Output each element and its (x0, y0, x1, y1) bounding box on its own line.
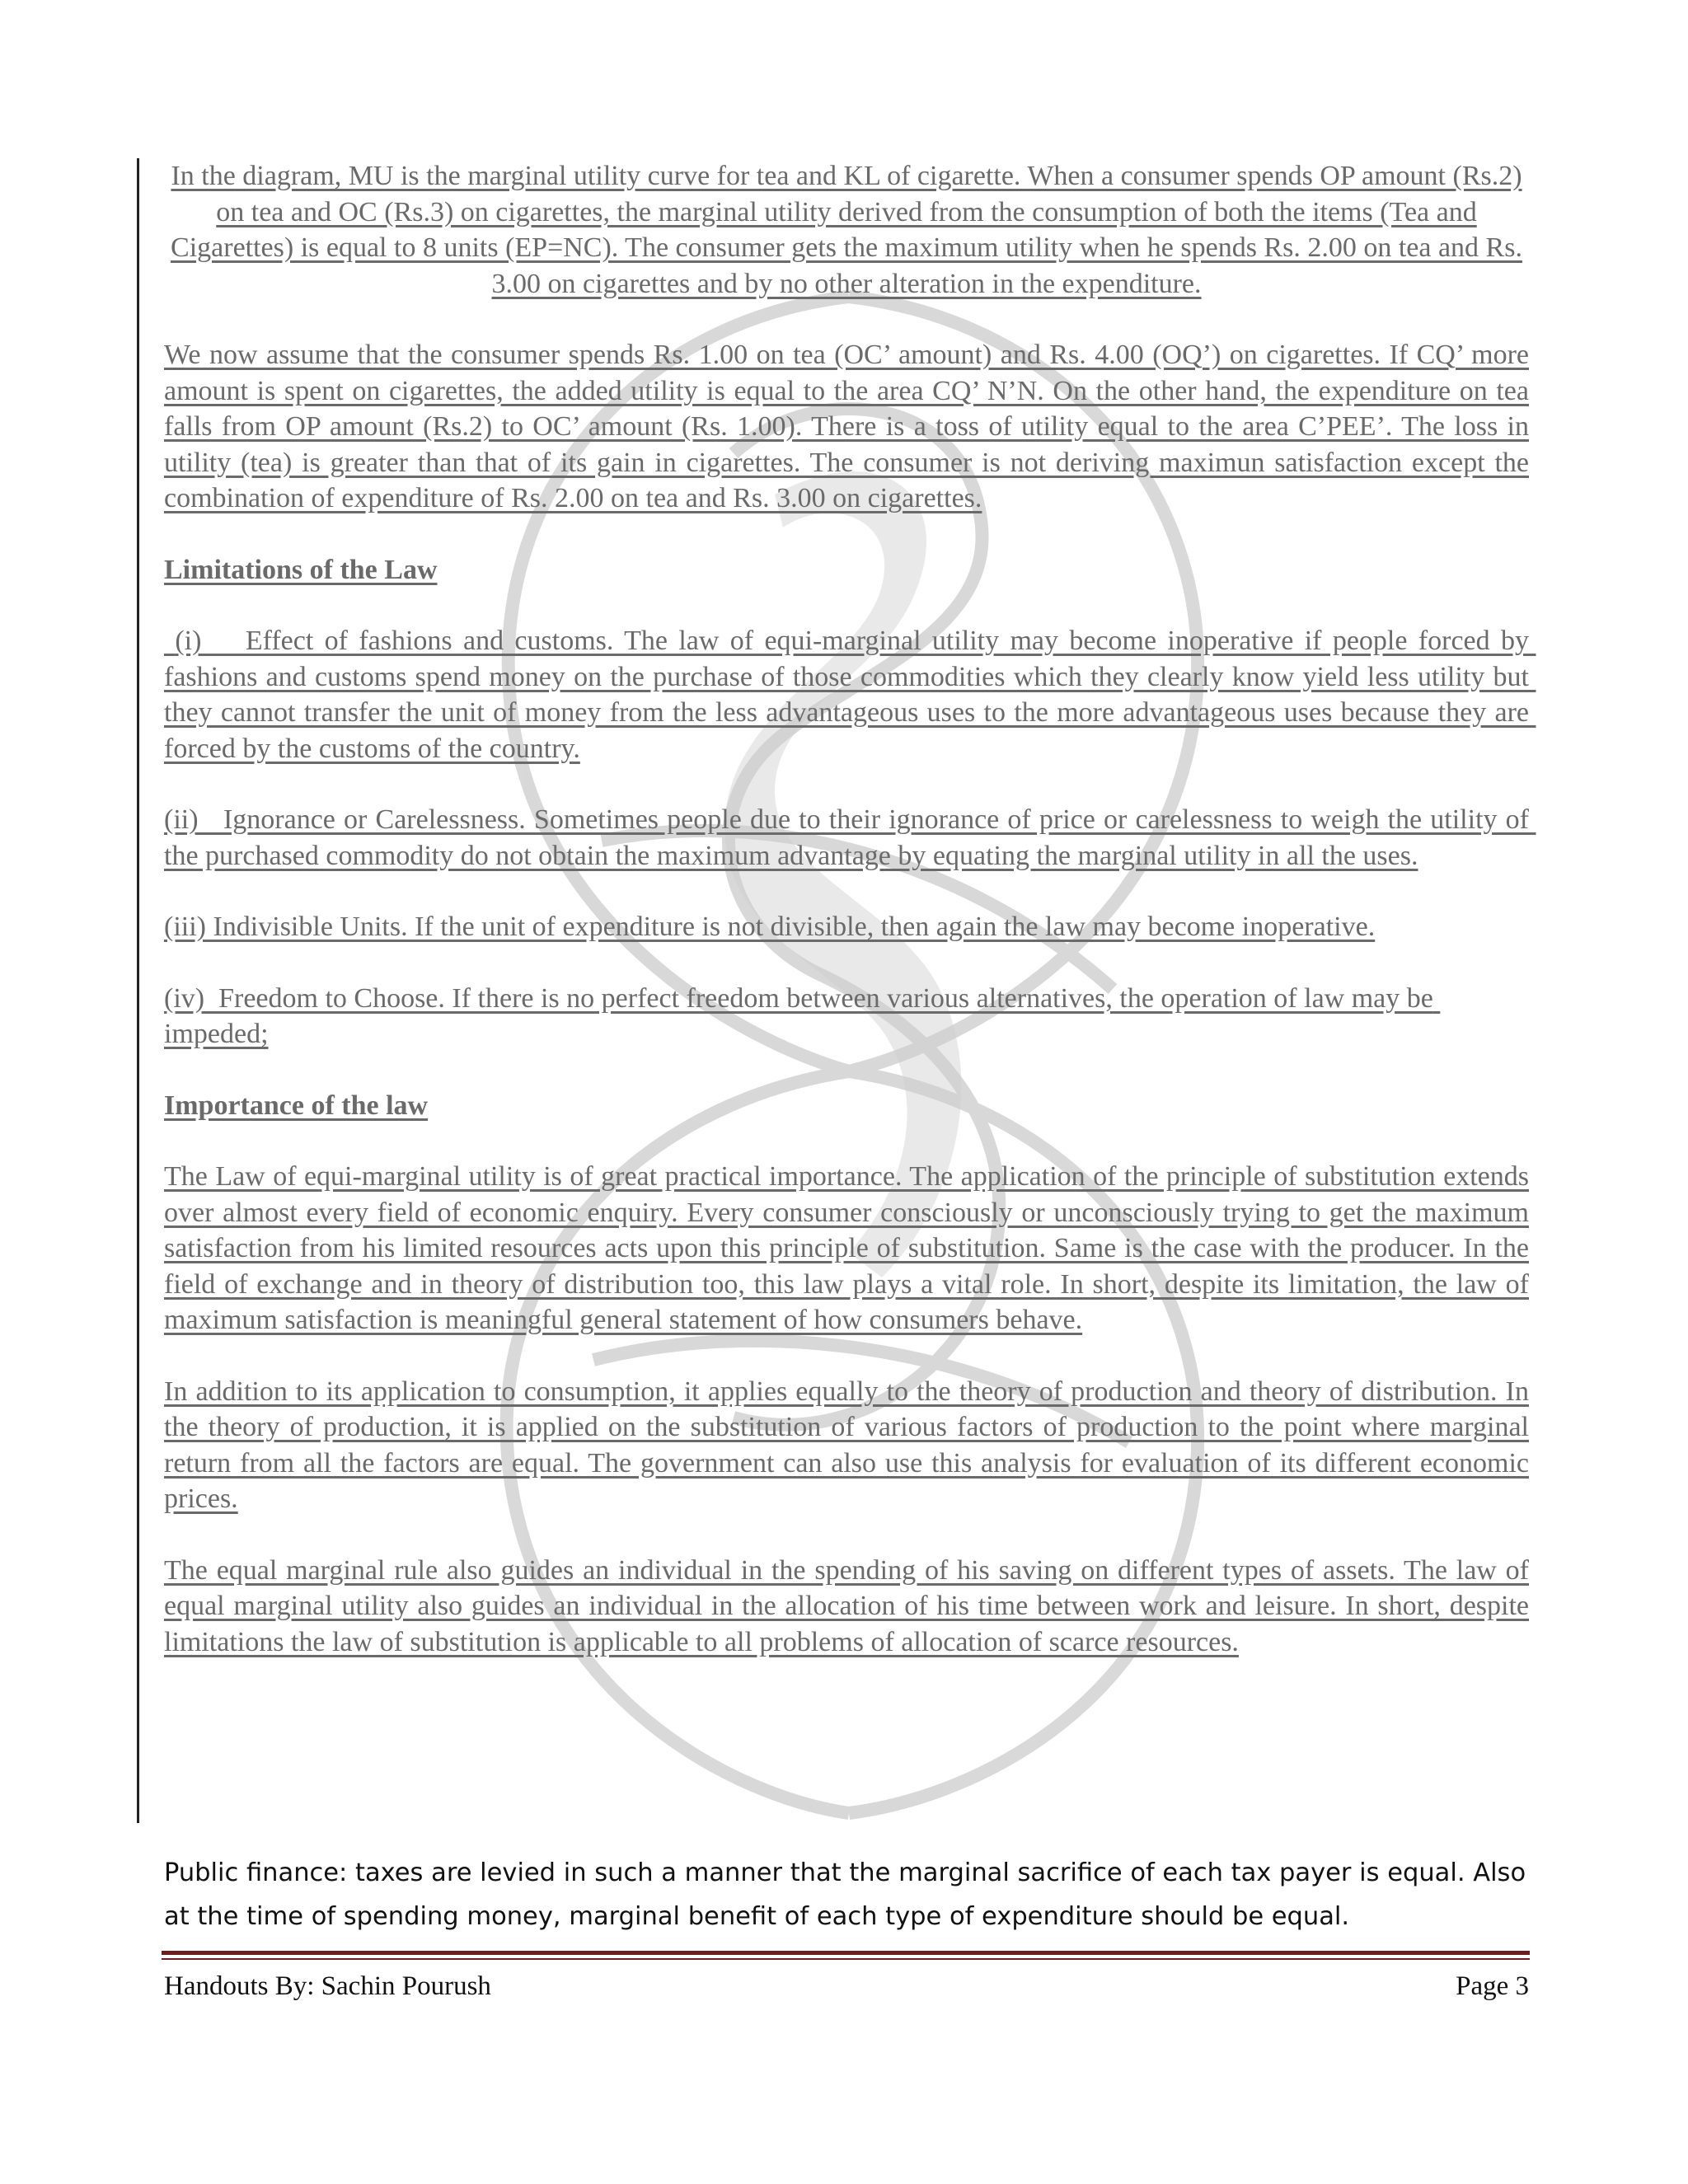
limitation-item-i: (i) Effect of fashions and customs. The law of equi-marginal utility may become inoperative if people forced by fashions and customs spend money on the purchase of those commodities which they clearly know yield less utility but they cannot transfer the unit of money from the less advantageous uses to the more advantageous uses because they are forced by the customs of the country. (164, 626, 1536, 764)
footer-page-number: Page 3 (1456, 1971, 1529, 2001)
importance-paragraph-2: In addition to its application to consumption, it applies equally to the theory of production and theory of distribution. In the theory of production, it is applied on the substitution of various factors of production to the point where marginal return from all the factors are equal. The government can also use this analysis for evaluation of its different economic prices. (164, 1376, 1529, 1514)
footer-author: Handouts By: Sachin Pourush (164, 1971, 491, 2001)
public-finance-note: Public finance: taxes are levied in such a manner that the marginal sacrifice of each tax payer is equal. Also at the time of spending money, marginal benefit of each type of expenditure should be equal. (164, 1858, 1526, 1931)
paragraph-diagram-explanation: In the diagram, MU is the marginal utility curve for tea and KL of cigarette. When a consumer spends OP amount (Rs.2) on tea and OC (Rs.3) on cigarettes, the marginal utility derived from the consumption of both the items (Tea and Cigarettes) is equal to 8 units (EP=NC). The consumer gets the maximum utility when he spends Rs. 2.00 on tea and Rs. 3.00 on cigarettes and by no other alteration in the expenditure. (171, 161, 1522, 299)
paragraph-assumption: We now assume that the consumer spends Rs. 1.00 on tea (OC’ amount) and Rs. 4.00 (OQ’) on cigarettes. If CQ’ more amount is spent on cigarettes, the added utility is equal to the area CQ’ N’N. On the other hand, the expenditure on tea falls from OP amount (Rs.2) to OC’ amount (Rs. 1.00). There is a toss of utility equal to the area C’PEE’. The loss in utility (tea) is greater than that of its gain in cigarettes. The consumer is not deriving maximun satisfaction except the combination of expenditure of Rs. 2.00 on tea and Rs. 3.00 on cigarettes. (164, 340, 1529, 513)
heading-limitations: Limitations of the Law (164, 554, 438, 585)
importance-paragraph-1: The Law of equi-marginal utility is of great practical importance. The application of the principle of substitution extends over almost every field of economic enquiry. Every consumer consciously or unconsciously trying to get the maximum satisfaction from his limited resources acts upon this principle of substitution. Same is the case with the producer. In the field of exchange and in theory of distribution too, this law plays a vital role. In short, despite its limitation, the law of maximum satisfaction is meaningful general statement of how consumers behave. (164, 1161, 1529, 1335)
importance-paragraph-3: The equal marginal rule also guides an individual in the spending of his saving on different types of assets. The law of equal marginal utility also guides an individual in the allocation of his time between work and leisure. In short, despite limitations the law of substitution is applicable to all problems of allocation of scarce resources. (164, 1554, 1529, 1657)
limitation-item-iii: (iii) Indivisible Units. If the unit of expenditure is not divisible, then again the law may become inoperative. (164, 912, 1376, 942)
revision-bar (137, 158, 139, 1823)
body-content (164, 158, 1536, 1695)
heading-importance: Importance of the law (164, 1090, 429, 1121)
limitation-item-iv: (iv) Freedom to Choose. If there is no perfect freedom between various alternatives, the operation of law may be impeded; (164, 982, 1441, 1049)
limitation-item-ii: (ii) Ignorance or Carelessness. Sometimes people due to their ignorance of price or carelessness to weigh the utility of the purchased commodity do not obtain the maximum advantage by equating the marginal utility in all the uses. (164, 804, 1536, 871)
footer-rule-thin (162, 1958, 1530, 1960)
footer-rule-thick (162, 1951, 1530, 1955)
